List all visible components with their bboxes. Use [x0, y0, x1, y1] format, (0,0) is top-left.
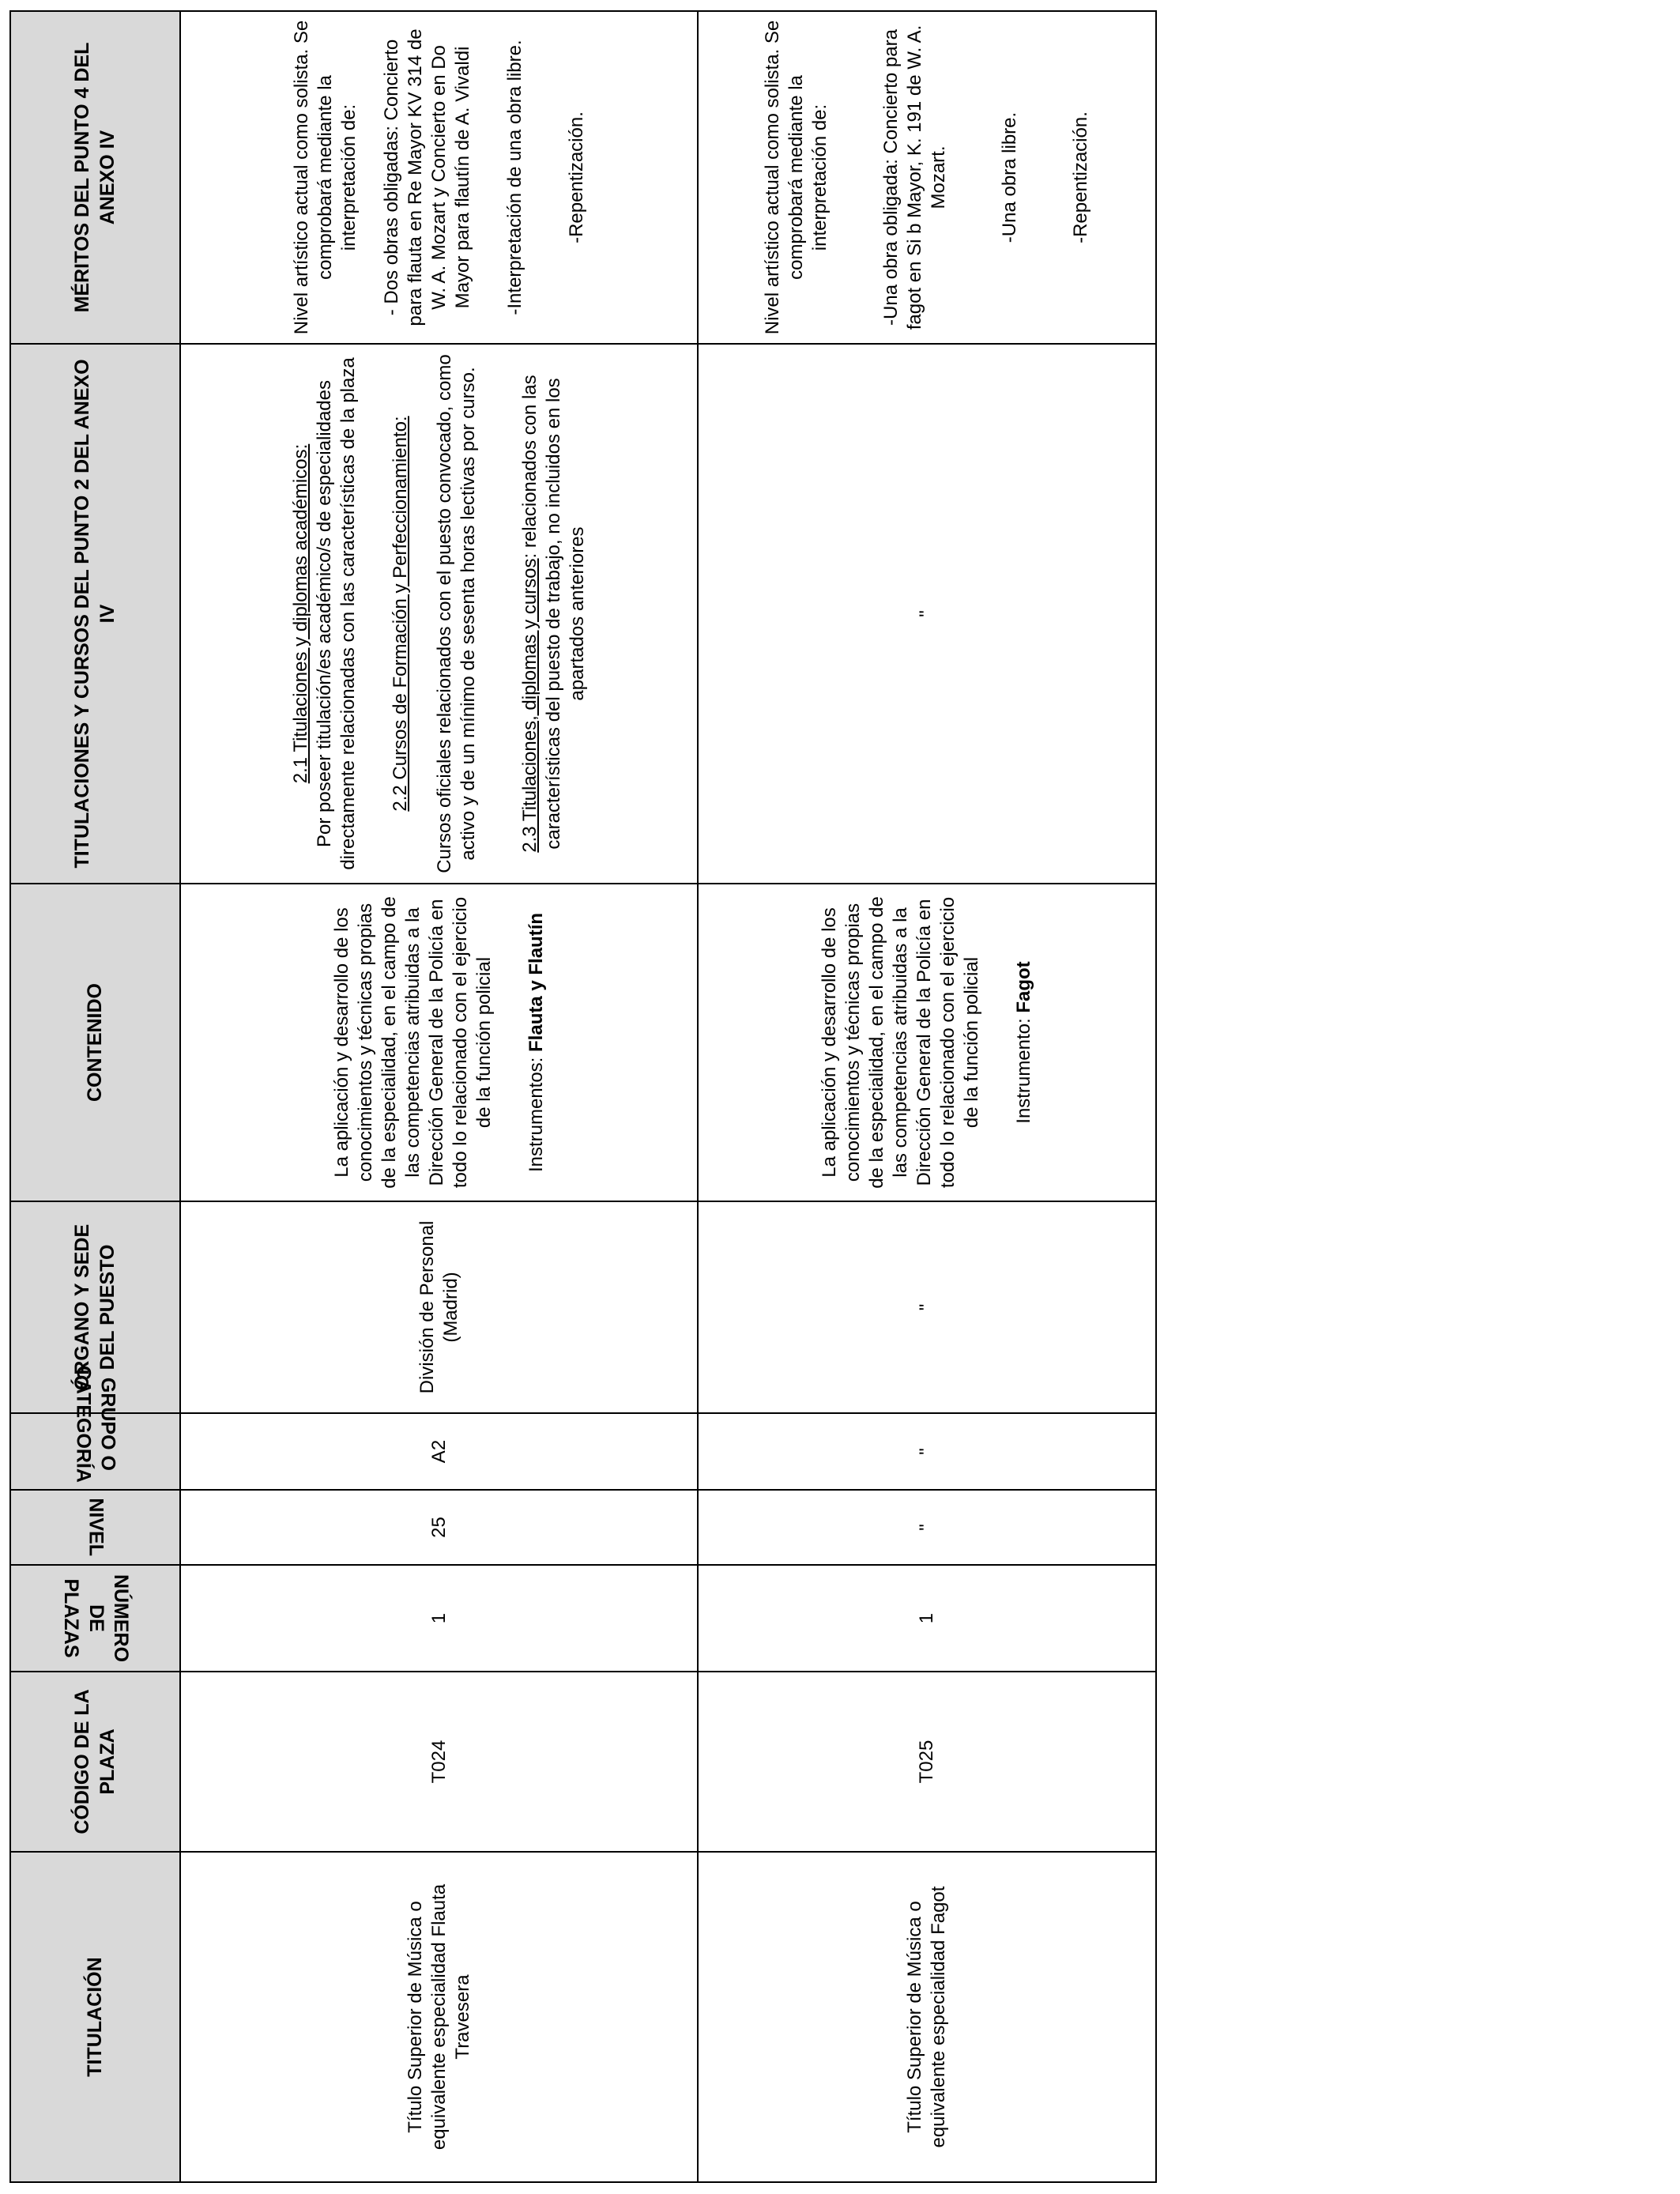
cell-titulaciones-cursos	[180, 344, 698, 884]
cell-organo: "	[698, 1201, 1156, 1413]
header-grupo	[10, 1365, 180, 1490]
meritos-intro: Nivel artístico actual como solista. Se comprobará mediante la interpretación de:	[762, 20, 831, 335]
section-2-2-text: Cursos oficiales relacionados con el puesto convocado, como activo y de un mínimo de sesenta horas lectivas por curso.	[433, 354, 479, 873]
section-2-3-title: 2.3 Titulaciones, diplomas y cursos	[518, 558, 541, 853]
cell-grupo: A2	[180, 1413, 698, 1490]
section-2-1-text: Por poseer titulación/es académico/s de especialidades directamente relacionadas con las características de la plaza	[313, 357, 359, 870]
contenido-text: La aplicación y desarrollo de los conocimientos y técnicas propias de la especialidad, en el campo de las competencias atribuidas a la Dirección General de la Policía en todo lo relacionado con el ejercicio de la función policial	[330, 896, 495, 1189]
cell-titulacion: Título Superior de Música o equivalente especialidad Fagot	[698, 1852, 1156, 2182]
table-row	[180, 11, 698, 2182]
meritos-repentizacion: -Repentización.	[1070, 111, 1091, 243]
meritos-libre: -Interpretación de una obra libre.	[503, 40, 525, 315]
meritos-repentizacion: -Repentización.	[565, 111, 587, 243]
contenido-text: La aplicación y desarrollo de los conocimientos y técnicas propias de la especialidad, en el campo de las competencias atribuidas a la Dirección General de la Policía en todo lo relacionado con el ejercicio de la función policial	[819, 896, 982, 1189]
section-2-1-title: 2.1 Titulaciones y diplomas académicos:	[289, 443, 311, 784]
instrumentos-value: Flauta y Flautín	[525, 912, 547, 1052]
meritos-obras: - Dos obras obligadas: Concierto para flauta en Re Mayor KV 314 de W. A. Mozart y Concierto en Do Mayor para flautín de A. Vivaldi	[380, 28, 473, 326]
cell-contenido	[180, 884, 698, 1201]
cell-titulaciones-cursos: "	[698, 344, 1156, 884]
cell-organo: División de Personal (Madrid)	[180, 1201, 698, 1413]
header-nivel-label: NIVEL	[85, 1498, 107, 1557]
section-2-2-title: 2.2 Cursos de Formación y Perfeccionamiento:	[389, 416, 411, 812]
cell-codigo: T025	[698, 1672, 1156, 1852]
cell-codigo: T024	[180, 1672, 698, 1852]
cell-nivel: 25	[180, 1490, 698, 1565]
section-2-3	[518, 351, 590, 876]
cell-numero: 1	[698, 1565, 1156, 1672]
cell-nivel: "	[698, 1490, 1156, 1565]
header-numero-label: NÚMERO DE PLAZAS	[59, 1574, 132, 1663]
header-titulacion: TITULACIÓN	[10, 1852, 180, 2182]
header-nivel	[10, 1490, 180, 1565]
instrumentos-value: Fagot	[1013, 961, 1034, 1013]
anexo-table	[9, 10, 1157, 2183]
header-organo: ÓRGANO Y SEDE DEL PUESTO	[10, 1201, 180, 1413]
header-grupo-label: GRUPO O CATEGORÍA	[72, 1365, 119, 1483]
header-numero	[10, 1565, 180, 1672]
section-2-3-text: : relacionados con las características del puesto de trabajo, no incluidos en los apartados anteriores	[518, 375, 588, 850]
header-row	[10, 11, 180, 2182]
header-meritos: MÉRITOS DEL PUNTO 4 DEL ANEXO IV	[10, 11, 180, 344]
cell-grupo: "	[698, 1413, 1156, 1490]
header-titulaciones-cursos: TITULACIONES Y CURSOS DEL PUNTO 2 DEL ANEXO IV	[10, 344, 180, 884]
instrumentos-label: Instrumentos:	[525, 1051, 547, 1173]
instrumentos-label: Instrumento:	[1013, 1012, 1034, 1124]
contenido-instrumentos	[1012, 891, 1036, 1194]
cell-meritos	[698, 11, 1156, 344]
contenido-instrumentos	[525, 891, 548, 1194]
table-row	[698, 11, 1156, 2182]
cell-titulacion: Título Superior de Música o equivalente especialidad Flauta Travesera	[180, 1852, 698, 2182]
header-contenido: CONTENIDO	[10, 884, 180, 1201]
meritos-obras: -Una obra obligada: Concierto para fagot en Si b Mayor, K. 191 de W. A. Mozart.	[880, 25, 949, 330]
cell-meritos	[180, 11, 698, 344]
meritos-libre: -Una obra libre.	[999, 111, 1020, 243]
meritos-intro: Nivel artístico actual como solista. Se comprobará mediante la interpretación de:	[290, 20, 360, 335]
header-codigo: CÓDIGO DE LA PLAZA	[10, 1672, 180, 1852]
cell-numero: 1	[180, 1565, 698, 1672]
cell-contenido	[698, 884, 1156, 1201]
